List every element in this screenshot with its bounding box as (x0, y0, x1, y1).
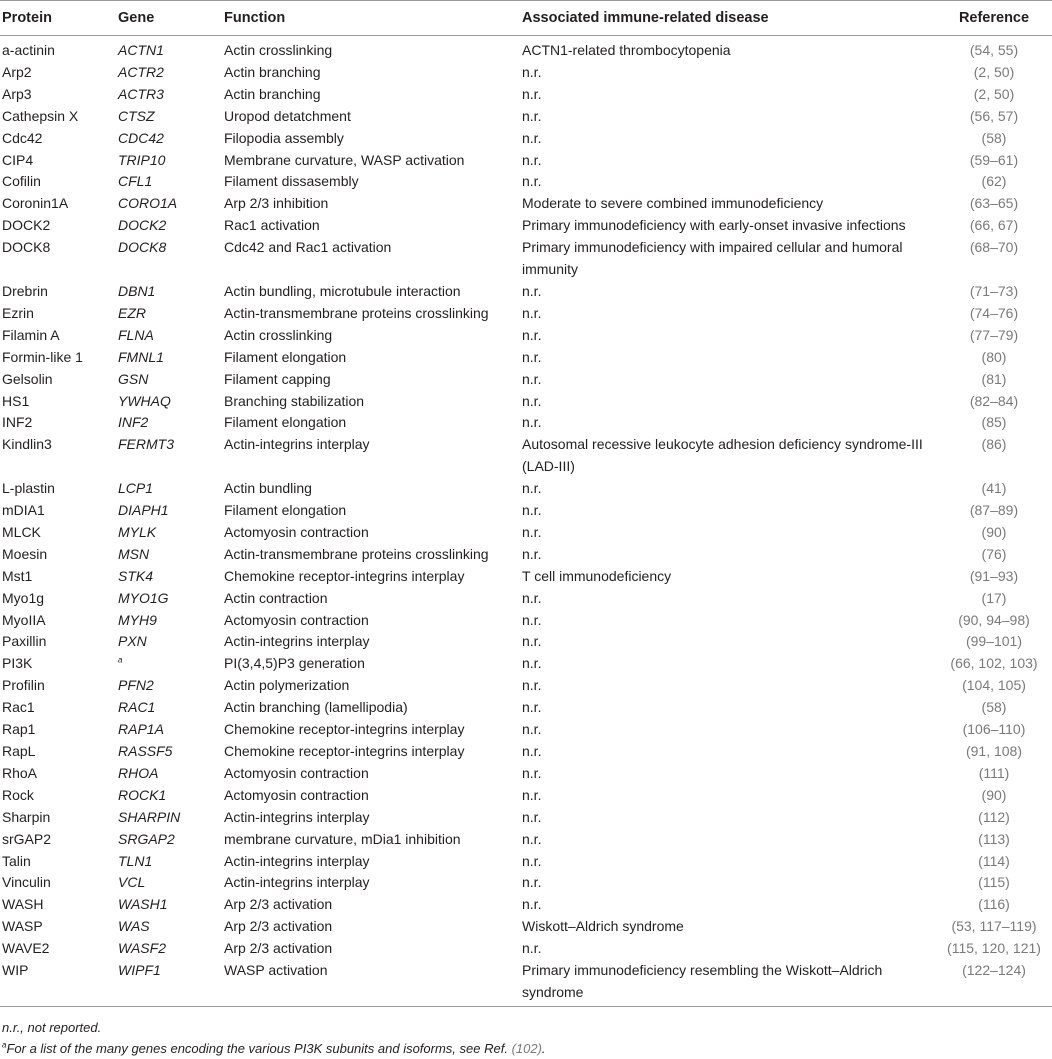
table-row (0, 829, 1052, 851)
cell-function: Actin-integrins interplay (224, 808, 370, 825)
cell-gene: DIAPH1 (118, 502, 169, 519)
cell-protein: Cofilin (2, 173, 41, 190)
cell-protein: Vinculin (2, 874, 51, 891)
cell-function: Arp 2/3 inhibition (224, 195, 329, 212)
cell-function: Arp 2/3 activation (224, 940, 333, 957)
table-row (0, 215, 1052, 237)
cell-protein: WIP (0, 960, 116, 1006)
cell-disease: n.r. (522, 743, 542, 759)
table-row (0, 281, 1052, 303)
cell-reference: (80) (981, 348, 1007, 365)
cell-function: Actomyosin contraction (224, 611, 369, 628)
cell-reference: (62) (981, 173, 1007, 190)
cell-reference: (114) (978, 852, 1010, 869)
cell-disease: n.r. (522, 282, 542, 299)
cell-function: Filament elongation (224, 414, 347, 431)
cell-gene: GSN (118, 370, 149, 387)
cell-reference: (122–124) (934, 960, 1052, 1006)
cell-function: Actin-transmembrane proteins crosslinking (224, 545, 489, 562)
cell-disease: n.r. (522, 677, 542, 694)
cell-disease: n.r. (522, 940, 542, 957)
cell-function: WASP activation (222, 960, 520, 1006)
table-row (0, 610, 1052, 632)
cell-protein: Rock (2, 786, 34, 803)
cell-reference: (76) (981, 545, 1007, 562)
cell-function: Filopodia assembly (224, 129, 344, 146)
cell-reference: (115) (978, 874, 1010, 891)
cell-reference: (77–79) (969, 326, 1019, 343)
cell-function: Actin-integrins interplay (224, 852, 370, 869)
cell-reference: (58) (981, 699, 1007, 716)
cell-disease: n.r. (522, 786, 542, 803)
cell-protein: a-actinin (2, 42, 55, 58)
cell-protein: Moesin (2, 545, 48, 562)
table-row (0, 391, 1052, 413)
table-row (0, 697, 1052, 719)
cell-disease: n.r. (522, 699, 542, 716)
cell-gene: DOCK2 (118, 217, 167, 234)
cell-gene: TLN1 (118, 852, 153, 869)
cell-protein: srGAP2 (2, 830, 52, 847)
cell-disease: n.r. (522, 326, 542, 343)
cell-protein: HS1 (2, 392, 30, 409)
cell-reference: (66, 67) (969, 217, 1019, 234)
cell-reference: (41) (981, 480, 1007, 497)
cell-disease: n.r. (522, 655, 542, 672)
cell-reference: (68–70) (969, 239, 1019, 256)
footnote-a-ref: (102) (511, 1040, 542, 1056)
cell-function: Actin polymerization (224, 677, 350, 694)
cell-disease: n.r. (522, 611, 542, 628)
cell-gene: PFN2 (118, 677, 154, 694)
cell-disease: n.r. (522, 874, 542, 891)
cell-gene: RHOA (118, 764, 159, 781)
table-row (0, 325, 1052, 347)
table-row (0, 171, 1052, 193)
cell-protein: Sharpin (2, 808, 51, 825)
cell-gene: ACTR3 (118, 85, 164, 102)
footnote-a-text: For a list of the many genes encoding the various PI3K subunits and isoforms, see Ref. (6, 1040, 512, 1056)
cell-function: Filament elongation (224, 502, 347, 519)
cell-protein: WAVE2 (2, 940, 50, 957)
cell-function: Actin bundling (224, 480, 312, 497)
header-reference: Reference (934, 1, 1052, 36)
table-row (0, 588, 1052, 610)
table-row (0, 478, 1052, 500)
cell-disease: n.r. (522, 107, 542, 124)
cell-disease: n.r. (522, 392, 542, 409)
cell-disease: n.r. (522, 523, 542, 540)
cell-disease: n.r. (522, 85, 542, 102)
cell-gene: STK4 (118, 567, 154, 584)
cell-gene: FERMT3 (118, 436, 174, 453)
cell-protein: Cdc42 (2, 129, 43, 146)
cell-protein: Arp3 (2, 85, 32, 102)
cell-protein: RapL (2, 743, 36, 759)
cell-reference: (82–84) (969, 392, 1019, 409)
table-row (0, 36, 1052, 62)
table-row (0, 84, 1052, 106)
cell-function: Filament capping (224, 370, 331, 387)
table-row (0, 872, 1052, 894)
cell-function: Chemokine receptor-integrins interplay (224, 721, 465, 738)
cell-protein: PI3K (2, 655, 33, 672)
table-row (0, 719, 1052, 741)
header-gene: Gene (116, 1, 222, 36)
cell-reference: (87–89) (969, 502, 1019, 519)
table-row (0, 347, 1052, 369)
cell-disease: Primary immunodeficiency with early-onset invasive infections (522, 217, 906, 234)
cell-function: Uropod detatchment (224, 107, 351, 124)
cell-disease: n.r. (522, 480, 542, 497)
cell-gene: RAC1 (118, 699, 156, 716)
table-row (0, 434, 1052, 478)
cell-disease: n.r. (522, 589, 542, 606)
cell-function: Rac1 activation (224, 217, 320, 234)
cell-gene: CORO1A (118, 195, 178, 212)
cell-gene: DBN1 (118, 282, 156, 299)
table-row (0, 675, 1052, 697)
cell-disease: n.r. (522, 304, 542, 321)
cell-function: Chemokine receptor-integrins interplay (224, 743, 465, 759)
header-disease: Associated immune-related disease (520, 1, 934, 36)
cell-function: Actomyosin contraction (224, 764, 369, 781)
cell-protein: Formin-like 1 (2, 348, 83, 365)
cell-reference: (54, 55) (969, 42, 1019, 58)
cell-function: PI(3,4,5)P3 generation (224, 655, 365, 672)
cell-function: Actin-integrins interplay (224, 633, 370, 650)
cell-reference: (115, 120, 121) (947, 940, 1041, 957)
cell-protein: L-plastin (2, 480, 55, 497)
table-row (0, 106, 1052, 128)
cell-function: Actomyosin contraction (224, 786, 369, 803)
cell-protein: WASP (2, 918, 43, 935)
cell-function: Filament elongation (224, 348, 347, 365)
cell-reference: (74–76) (969, 304, 1019, 321)
cell-function: Actomyosin contraction (224, 523, 369, 540)
header-protein: Protein (0, 1, 116, 36)
header-function: Function (222, 1, 520, 36)
cell-reference: (106–110) (962, 721, 1026, 738)
cell-protein: Gelsolin (2, 370, 53, 387)
cell-disease: T cell immunodeficiency (522, 567, 672, 584)
cell-disease: n.r. (522, 808, 542, 825)
cell-disease: ACTN1-related thrombocytopenia (522, 42, 731, 58)
cell-protein: Profilin (2, 677, 45, 694)
cell-reference: (53, 117–119) (951, 918, 1037, 935)
cell-reference: (90, 94–98) (958, 611, 1030, 628)
table-row (0, 303, 1052, 325)
cell-reference: (85) (981, 414, 1007, 431)
cell-function: Actin bundling, microtubule interaction (224, 282, 461, 299)
cell-gene: RASSF5 (118, 743, 173, 759)
cell-reference: (90) (981, 786, 1007, 803)
cell-gene: WIPF1 (116, 960, 222, 1006)
cell-gene: DOCK8 (118, 239, 167, 256)
cell-reference: (2, 50) (973, 85, 1015, 102)
cell-gene: VCL (118, 874, 146, 891)
table-row (0, 960, 1052, 1006)
cell-reference: (91–93) (969, 567, 1019, 584)
footnote-nr: n.r., not reported. (2, 1019, 102, 1035)
cell-function: Arp 2/3 activation (224, 918, 333, 935)
cell-gene: MSN (118, 545, 150, 562)
cell-disease: n.r. (522, 151, 542, 168)
cell-protein: Filamin A (2, 326, 60, 343)
cell-gene: MYH9 (118, 611, 157, 628)
cell-gene: ACTR2 (118, 63, 164, 80)
header-row (0, 1, 1052, 36)
table-body (0, 36, 1052, 1007)
cell-reference: (58) (981, 129, 1007, 146)
cell-gene: EZR (118, 304, 146, 321)
cell-disease: n.r. (522, 502, 542, 519)
table-row (0, 653, 1052, 675)
table-row (0, 938, 1052, 960)
cell-function: Chemokine receptor-integrins interplay (224, 567, 465, 584)
cell-function: Actin-integrins interplay (224, 436, 370, 453)
cell-protein: Myo1g (2, 589, 45, 606)
cell-gene: TRIP10 (118, 151, 166, 168)
cell-gene: LCP1 (118, 480, 154, 497)
cell-gene: RAP1A (118, 721, 164, 738)
footnote-marker: a (118, 655, 123, 665)
cell-protein: Cathepsin X (2, 107, 79, 124)
cell-reference: (111) (978, 764, 1010, 781)
cell-disease: Autosomal recessive leukocyte adhesion deficiency syndrome-III (LAD-III) (522, 436, 923, 475)
cell-function: Filament dissasembly (224, 173, 359, 190)
cell-protein: Rap1 (2, 721, 36, 738)
table-row (0, 544, 1052, 566)
cell-reference: (113) (978, 830, 1010, 847)
cell-protein: Mst1 (2, 567, 33, 584)
table-row (0, 500, 1052, 522)
cell-function: Actin crosslinking (224, 326, 333, 343)
footnotes (0, 1007, 1052, 1059)
cell-gene: SRGAP2 (118, 830, 175, 847)
cell-disease: n.r. (522, 830, 542, 847)
cell-protein: DOCK8 (2, 239, 51, 256)
table-row (0, 851, 1052, 873)
table-row (0, 62, 1052, 84)
footnote-a-marker: a (2, 1040, 7, 1050)
cell-disease: n.r. (522, 129, 542, 146)
cell-protein: Kindlin3 (2, 436, 52, 453)
cell-gene: CDC42 (118, 129, 164, 146)
cell-gene (116, 653, 222, 675)
cell-reference: (2, 50) (973, 63, 1015, 80)
cell-disease: Moderate to severe combined immunodeficiency (522, 195, 824, 212)
cell-reference: (112) (978, 808, 1010, 825)
table-row (0, 763, 1052, 785)
cell-reference: (81) (981, 370, 1007, 387)
cell-reference: (71–73) (969, 282, 1019, 299)
cell-disease: n.r. (522, 63, 542, 80)
cell-function: Actin branching (224, 85, 321, 102)
cell-disease: n.r. (522, 348, 542, 365)
cell-reference: (90) (981, 523, 1007, 540)
table-row (0, 193, 1052, 215)
cell-protein: CIP4 (2, 151, 34, 168)
cell-gene: WAS (118, 918, 150, 935)
cell-protein: Drebrin (2, 282, 48, 299)
cell-function: Actin-integrins interplay (224, 874, 370, 891)
cell-protein: Rac1 (2, 699, 35, 716)
cell-reference: (59–61) (969, 151, 1019, 168)
table-row (0, 807, 1052, 829)
table-row (0, 237, 1052, 281)
cell-reference: (63–65) (969, 195, 1019, 212)
cell-function: Actin contraction (224, 589, 328, 606)
cell-disease: n.r. (522, 545, 542, 562)
cell-disease: n.r. (522, 721, 542, 738)
cell-protein: MyoIIA (2, 611, 46, 628)
cell-reference: (91, 108) (965, 743, 1023, 759)
cell-gene: ROCK1 (118, 786, 167, 803)
cell-gene: YWHAQ (118, 392, 171, 409)
cell-disease: n.r. (522, 633, 542, 650)
cell-disease: Wiskott–Aldrich syndrome (522, 918, 684, 935)
cell-gene: SHARPIN (118, 808, 181, 825)
cell-protein: Talin (2, 852, 31, 869)
cell-gene: INF2 (118, 414, 149, 431)
cell-function: Actin crosslinking (224, 42, 333, 58)
cell-gene: FLNA (118, 326, 154, 343)
cell-function: Actin branching (224, 63, 321, 80)
cell-reference: (104, 105) (962, 677, 1026, 694)
cell-reference: (66, 102, 103) (950, 655, 1038, 672)
cell-function: Arp 2/3 activation (224, 896, 333, 913)
table-row (0, 785, 1052, 807)
cell-function: Actin-transmembrane proteins crosslinking (224, 304, 489, 321)
cell-disease: n.r. (522, 852, 542, 869)
cell-disease: Primary immunodeficiency with impaired cellular and humoral immunity (522, 239, 903, 278)
cell-disease: n.r. (522, 370, 542, 387)
cell-function: membrane curvature, mDia1 inhibition (224, 830, 461, 847)
cell-function: Cdc42 and Rac1 activation (224, 239, 392, 256)
cell-protein: Paxillin (2, 633, 47, 650)
table-row (0, 894, 1052, 916)
table-row (0, 522, 1052, 544)
cell-reference: (17) (981, 589, 1007, 606)
cell-function: Branching stabilization (224, 392, 365, 409)
cell-protein: Coronin1A (2, 195, 69, 212)
cell-gene: WASF2 (118, 940, 166, 957)
cell-disease: n.r. (522, 414, 542, 431)
cell-function: Actin branching (lamellipodia) (224, 699, 408, 716)
cell-gene: CTSZ (118, 107, 155, 124)
cell-gene: ACTN1 (118, 42, 164, 58)
cell-function: Membrane curvature, WASP activation (224, 151, 465, 168)
table-row (0, 369, 1052, 391)
cell-protein: WASH (2, 896, 44, 913)
cell-protein: Ezrin (2, 304, 34, 321)
cell-reference: (86) (981, 436, 1007, 453)
table-row (0, 412, 1052, 434)
cell-protein: RhoA (2, 764, 38, 781)
cell-reference: (99–101) (965, 633, 1023, 650)
cell-disease: n.r. (522, 173, 542, 190)
cell-reference: (56, 57) (969, 107, 1019, 124)
table-row (0, 741, 1052, 763)
cell-protein: Arp2 (2, 63, 32, 80)
footnote-a (2, 1038, 1052, 1059)
cell-disease: n.r. (522, 896, 542, 913)
table-row (0, 566, 1052, 588)
table-header (0, 1, 1052, 36)
table-row (0, 631, 1052, 653)
cell-gene: PXN (118, 633, 147, 650)
table-row (0, 128, 1052, 150)
cell-reference: (116) (978, 896, 1010, 913)
cell-protein: DOCK2 (2, 217, 51, 234)
table-row (0, 916, 1052, 938)
cell-gene: WASH1 (118, 896, 168, 913)
cell-protein: MLCK (2, 523, 41, 540)
cell-gene: FMNL1 (118, 348, 164, 365)
cell-protein: INF2 (2, 414, 33, 431)
table-row (0, 150, 1052, 172)
cell-gene: CFL1 (118, 173, 153, 190)
cell-protein: mDIA1 (2, 502, 45, 519)
footnote-a-end: . (541, 1040, 546, 1056)
cell-gene: MYO1G (118, 589, 169, 606)
cell-disease: Primary immunodeficiency resembling the Wiskott–Aldrich syndrome (520, 960, 934, 1006)
cell-disease: n.r. (522, 764, 542, 781)
cell-gene: MYLK (118, 523, 157, 540)
